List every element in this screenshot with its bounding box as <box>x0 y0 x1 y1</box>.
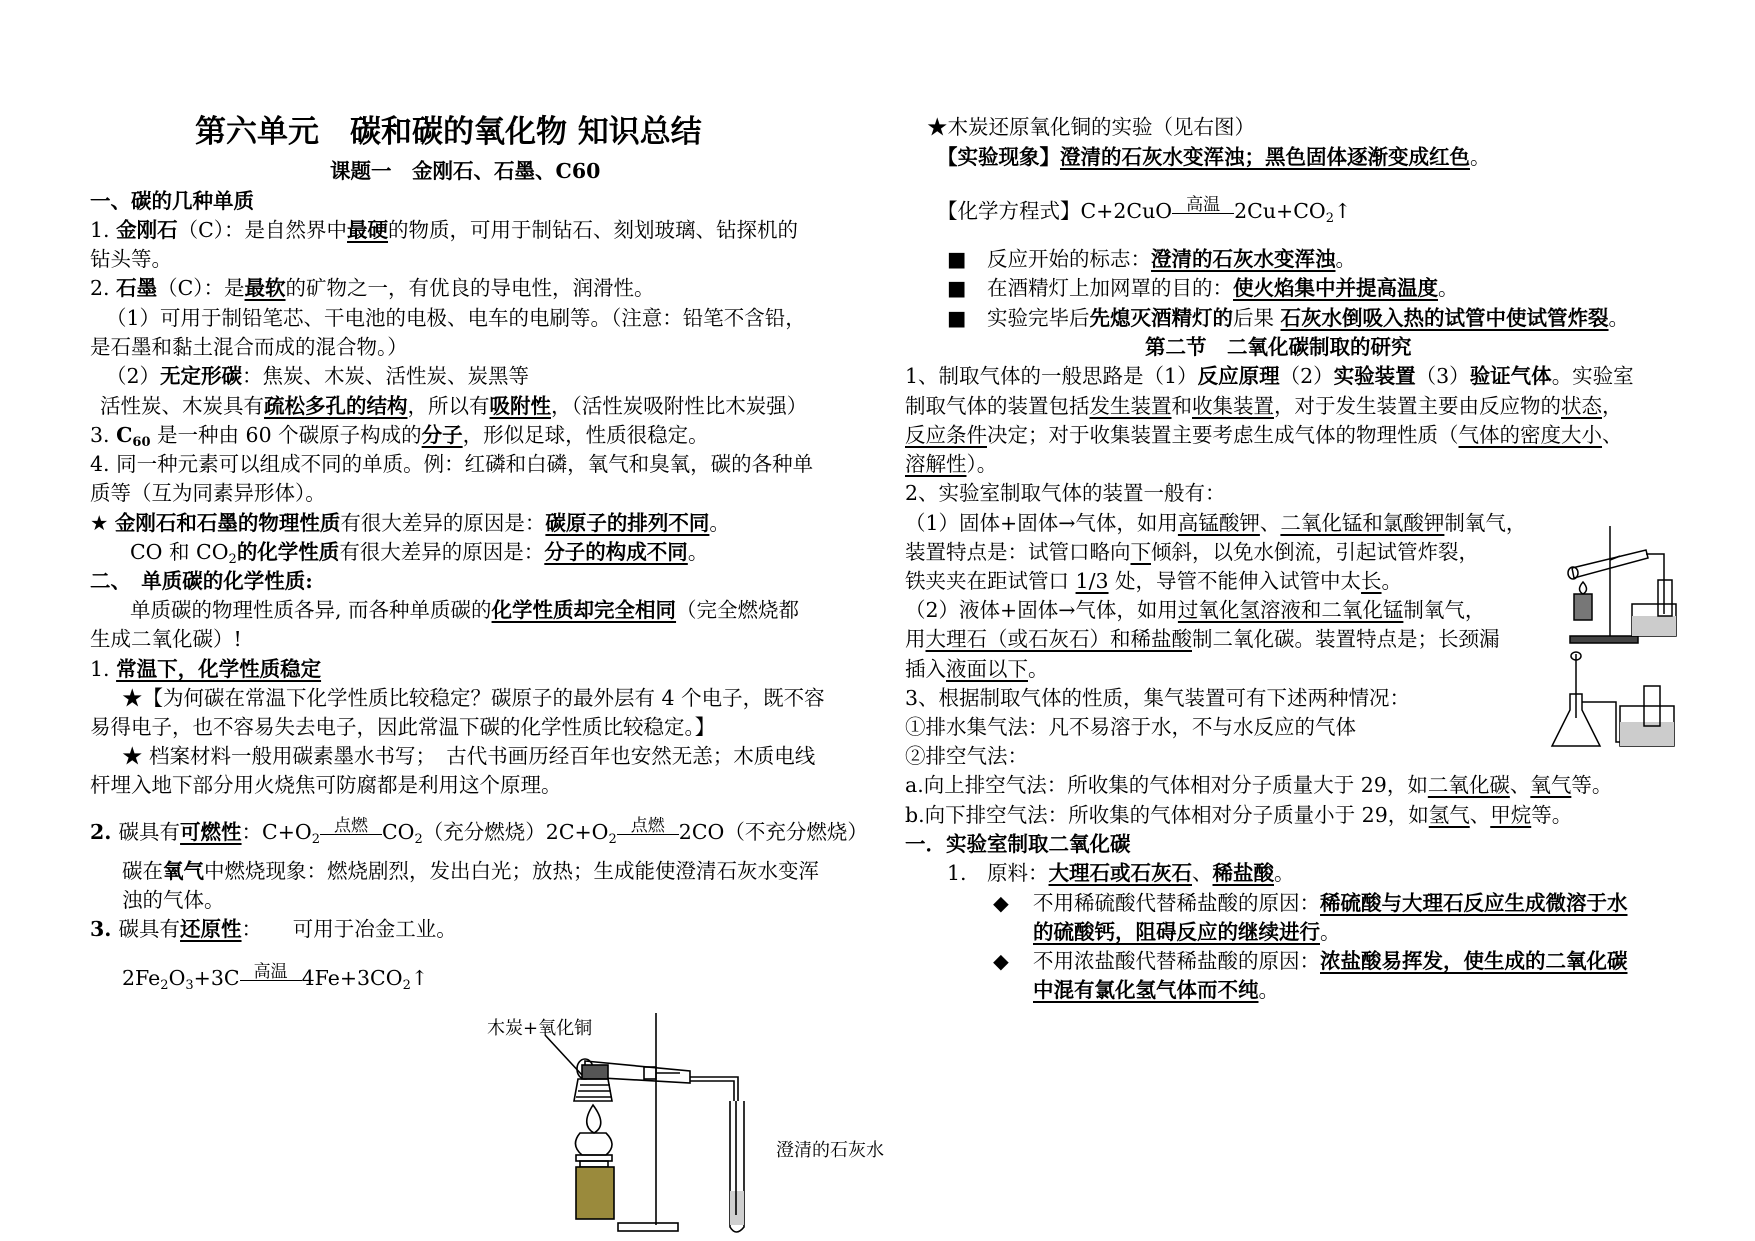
text-line: ★木炭还原氧化铜的实验（见右图） <box>927 115 1255 139</box>
text-line: 4. 同一种元素可以组成不同的单质。例：红磷和白磷，氧气和臭氧，碳的各种单 <box>90 452 814 476</box>
text-line: 溶解性）。 <box>905 452 998 476</box>
text-line: 杆埋入地下部分用火烧焦可防腐都是利用这个原理。 <box>90 773 562 797</box>
text-line: 用大理石（或石灰石）和稀盐酸制二氧化碳。装置特点是；长颈漏 <box>905 627 1500 651</box>
text-line: 生成二氧化碳）! <box>90 627 242 651</box>
reaction-condition: 点燃 <box>320 817 382 847</box>
text-line: 浊的气体。 <box>122 888 225 912</box>
bullet-item: ■ 实验完毕后先熄灭酒精灯的后果 石灰水倒吸入热的试管中使试管炸裂。 <box>947 303 1629 333</box>
bullet-item: ■ 反应开始的标志：澄清的石灰水变浑浊。 <box>947 244 1356 274</box>
text-line: 3、根据制取气体的性质，集气装置可有下述两种情况： <box>905 686 1411 710</box>
text-line: 活性炭、木炭具有疏松多孔的结构，所以有吸附性，（活性炭吸附性比木炭强） <box>100 394 808 418</box>
lesson-2-title: 第二节 二氧化碳制取的研究 <box>1145 335 1412 359</box>
text-line: （1）可用于制铅笔芯、干电池的电极、电车的电刷等。（注意：铅笔不含铅， <box>106 306 806 330</box>
reduction-apparatus-figure <box>540 1005 780 1241</box>
text-line: 易得电子，也不容易失去电子，因此常温下碳的化学性质比较稳定。】 <box>90 715 716 739</box>
text-line: 3. 碳具有还原性： 可用于冶金工业。 <box>90 917 457 941</box>
text-line: 1. 常温下，化学性质稳定 <box>90 657 322 681</box>
page-title: 第六单元 碳和碳的氧化物 知识总结 <box>195 114 702 150</box>
text-line: 装置特点是：试管口略向下倾斜，以免水倒流，引起试管炸裂， <box>905 540 1479 564</box>
text-line: （1）固体+固体→气体，如用高锰酸钾、二氧化锰和氯酸钾制氧气， <box>905 511 1527 535</box>
section-1-heading: 一、碳的几种单质 <box>90 189 254 213</box>
text-line: 钻头等。 <box>90 247 172 271</box>
reaction-condition: 点燃 <box>617 817 679 847</box>
square-bullet-icon: ■ <box>947 247 967 271</box>
diamond-bullet-icon: ◆ <box>993 949 1009 973</box>
equation-cuo-reduction: 【化学方程式】C+2CuO 高温 $2Cu+CO_2↑$ <box>937 195 1352 226</box>
equation-combustion: 2. 碳具有可燃性：$C+O_2$ 点燃 $CO_2$（充分燃烧）$2C+O_2$ 点燃 2CO（不充分燃烧） <box>90 816 868 847</box>
figure-label-limewater: 澄清的石灰水 <box>776 1140 884 1161</box>
text-line: （2）液体+固体→气体，如用过氧化氢溶液和二氧化锰制氧气， <box>905 598 1486 622</box>
text-line: 3. $C_{60}$ 是一种由 60 个碳原子构成的分子，形似足球，性质很稳定。 <box>90 423 709 450</box>
text-line: 是石墨和黏土混合而成的混合物。） <box>90 335 408 359</box>
reaction-condition: 高温 <box>240 963 302 993</box>
liquid-solid-apparatus-figure <box>1540 650 1678 754</box>
figure-label-reactant: 木炭+氧化铜 <box>487 1018 593 1039</box>
text-line: 2. 石墨（C）：是最软的矿物之一，有优良的导电性，润滑性。 <box>90 276 655 300</box>
text-line: （2）无定形碳：焦炭、木炭、活性炭、炭黑等 <box>106 364 530 388</box>
text-line: CO 和 $CO_2$的化学性质有很大差异的原因是：分子的构成不同。 <box>130 540 709 567</box>
section-3-heading: 一．实验室制取二氧化碳 <box>905 832 1131 856</box>
text-line: 2、实验室制取气体的装置一般有： <box>905 481 1226 505</box>
text-line: 插入液面以下。 <box>905 657 1049 681</box>
square-bullet-icon: ■ <box>947 276 967 300</box>
equation-reduction: $2Fe_2O_3+3C$ 高温 $4Fe+3CO_2↑$ <box>122 962 429 993</box>
text-line: b.向下排空气法：所收集的气体相对分子质量小于 29，如氢气、甲烷等。 <box>905 803 1573 827</box>
text-line: 碳在氧气中燃烧现象：燃烧剧烈，发出白光；放热；生成能使澄清石灰水变浑 <box>122 859 819 883</box>
text-line: ★ 档案材料一般用碳素墨水书写； 古代书画历经百年也安然无恙；木质电线 <box>122 744 816 768</box>
bullet-item: ◆ 不用稀硫酸代替稀盐酸的原因：稀硫酸与大理石反应生成微溶于水 <box>993 888 1628 918</box>
text-line: 1. 金刚石（C）：是自然界中最硬的物质，可用于制钻石、刻划玻璃、钻探机的 <box>90 218 799 242</box>
text-line: 制取气体的装置包括发生装置和收集装置，对于发生装置主要由反应物的状态， <box>905 394 1623 418</box>
text-line: ★【为何碳在常温下化学性质比较稳定？碳原子的最外层有 4 个电子，既不容 <box>122 686 825 710</box>
text-line: 质等（互为同素异形体）。 <box>90 481 326 505</box>
text-line: a.向上排空气法：所收集的气体相对分子质量大于 29，如二氧化碳、氧气等。 <box>905 773 1613 797</box>
diamond-bullet-icon: ◆ <box>993 891 1009 915</box>
text-line: 【实验现象】澄清的石灰水变浑浊；黑色固体逐渐变成红色。 <box>937 145 1491 169</box>
reaction-condition: 高温 <box>1172 196 1234 226</box>
bullet-item: ◆ 不用浓盐酸代替稀盐酸的原因：浓盐酸易挥发，使生成的二氧化碳 <box>993 946 1628 976</box>
text-line: 的硫酸钙，阻碍反应的继续进行。 <box>1033 920 1341 944</box>
text-line: 单质碳的物理性质各异, 而各种单质碳的化学性质却完全相同（完全燃烧都 <box>130 598 800 622</box>
text-line: ②排空气法： <box>905 744 1028 768</box>
section-2-heading: 二、 单质碳的化学性质: <box>90 569 313 593</box>
text-line: 中混有氯化氢气体而不纯。 <box>1033 978 1279 1002</box>
bullet-item: ■ 在酒精灯上加网罩的目的：使火焰集中并提高温度。 <box>947 273 1459 303</box>
text-line: 1、制取气体的一般思路是（1）反应原理（2）实验装置（3）验证气体。实验室 <box>905 364 1634 388</box>
text-line: 反应条件决定；对于收集装置主要考虑生成气体的物理性质（气体的密度大小、 <box>905 423 1623 447</box>
text-line: 铁夹夹在距试管口 1/3 处，导管不能伸入试管中太长。 <box>905 569 1403 593</box>
square-bullet-icon: ■ <box>947 306 967 330</box>
lesson-1-title: 课题一 金刚石、石墨、C60 <box>330 159 601 183</box>
text-line: ①排水集气法：凡不易溶于水，不与水反应的气体 <box>905 715 1356 739</box>
solid-heating-apparatus-figure <box>1560 520 1678 648</box>
text-line: ★ 金刚石和石墨的物理性质有很大差异的原因是：碳原子的排列不同。 <box>90 511 730 535</box>
text-line: 1. 原料：大理石或石灰石、稀盐酸。 <box>947 861 1295 885</box>
